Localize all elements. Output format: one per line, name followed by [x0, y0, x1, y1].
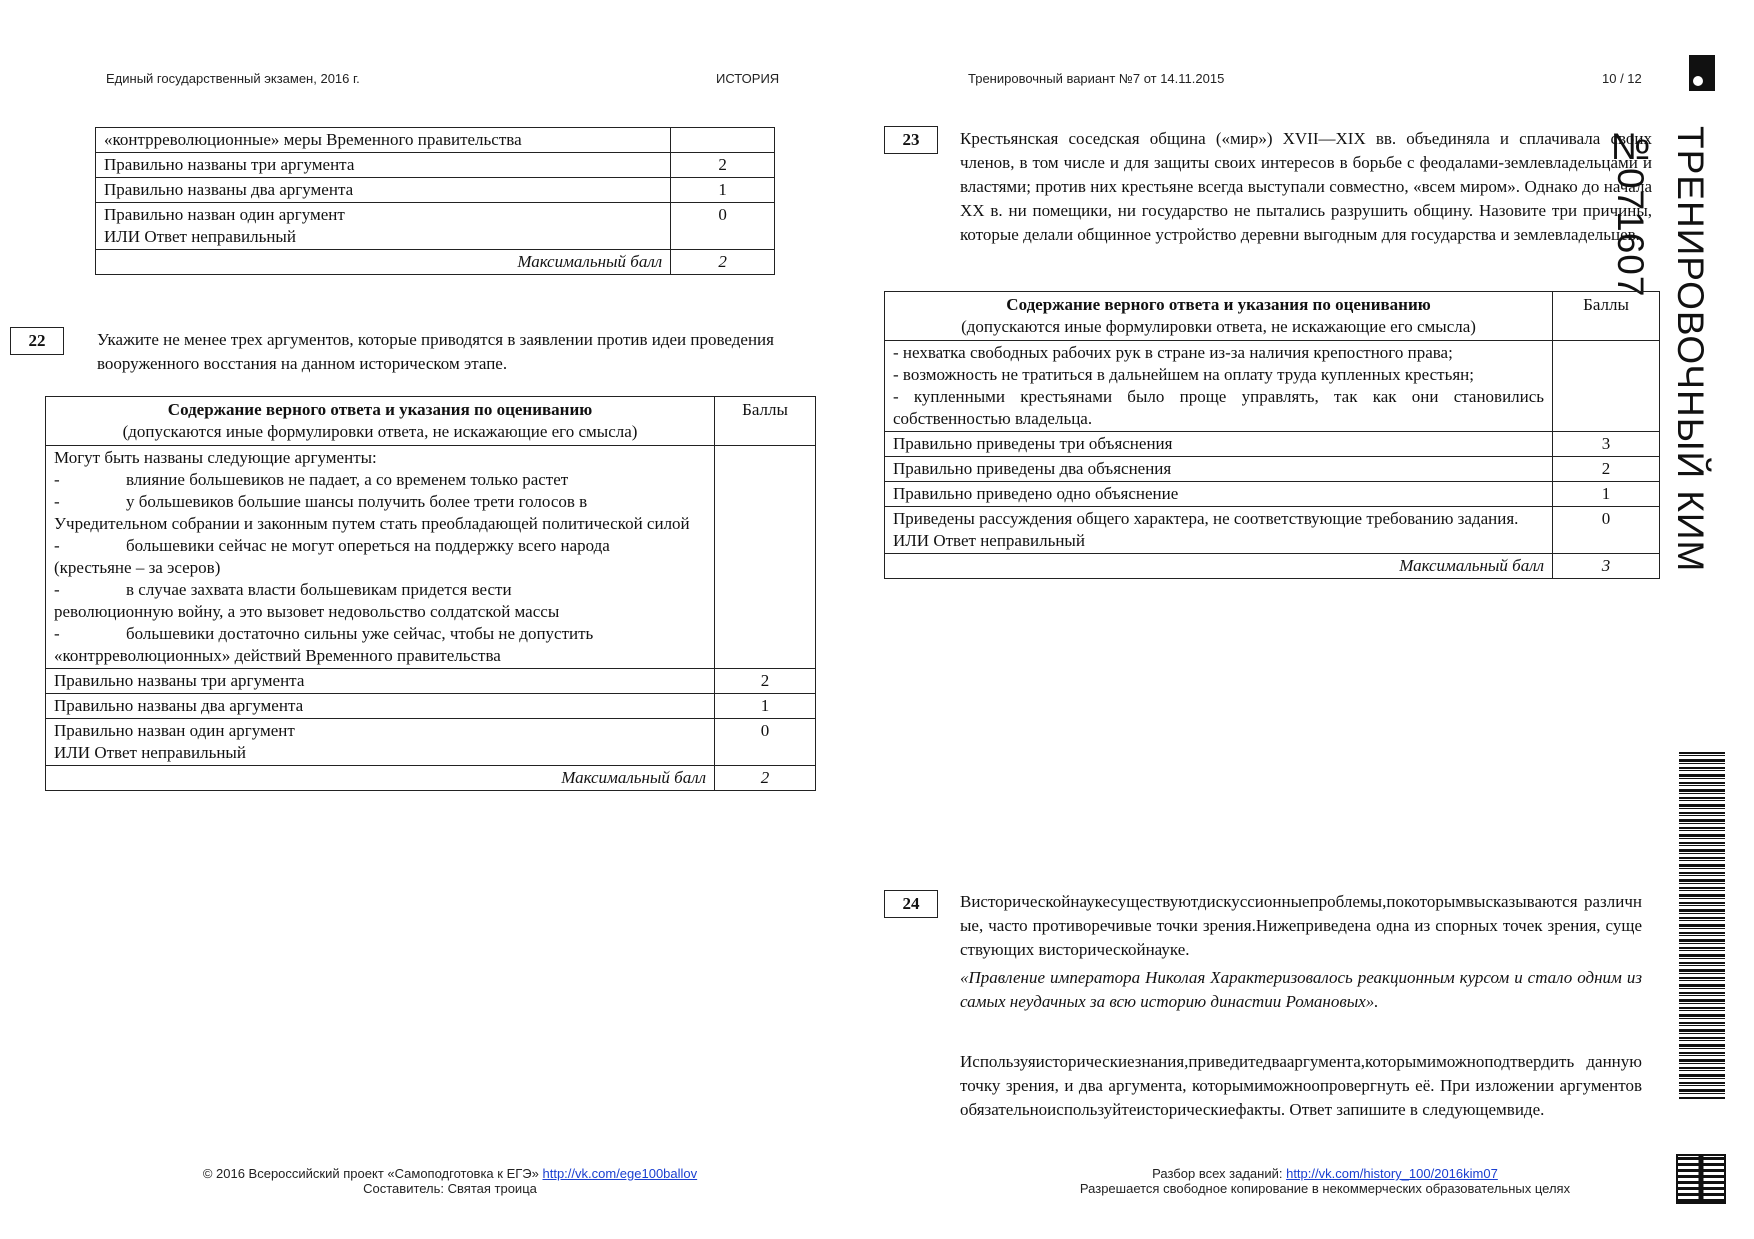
table-row [885, 482, 1660, 507]
answer-content-cell [46, 446, 715, 669]
page-number: 10 / 12 [1602, 71, 1642, 86]
question-24-text: Висторическойнаукесуществуютдискуссионныепроблемы,покоторымвысказываются различные, часто противоречивые точки зрения.Нижеприведена одна из спорных точек зрения, существующих висторическойнауке. [960, 892, 1642, 959]
table-row [46, 694, 816, 719]
corner-mark-icon [1689, 55, 1715, 91]
content-header [46, 397, 715, 446]
score-cell: 3 [1553, 432, 1660, 457]
footer-license: Разрешается свободное копирование в некоммерческих образовательных целях [1079, 1181, 1571, 1196]
footer-left-link[interactable]: http://vk.com/ege100ballov [542, 1166, 698, 1181]
footer-right [1015, 1166, 1635, 1196]
score-cell: 2 [1553, 457, 1660, 482]
table-row [46, 719, 816, 766]
footer-left-line1 [140, 1166, 760, 1181]
score-cell [1553, 341, 1660, 432]
row-text-line: Правильно назван один аргумент [54, 721, 295, 740]
footer-right-link[interactable]: http://vk.com/history_100/2016kim07 [1286, 1166, 1498, 1181]
table-header-row [46, 397, 816, 446]
footer-left [140, 1166, 760, 1196]
max-score-label: Максимальный балл [96, 250, 671, 275]
list-item: - нехватка свободных рабочих рук в стране из-за наличия крепостного права; [893, 343, 1453, 362]
q21-scoring-table [95, 127, 775, 275]
table-header-row [885, 292, 1660, 341]
list-item-continued: (крестьяне – за эсеров) [54, 558, 221, 577]
score-cell: 2 [715, 669, 816, 694]
list-item-continued: революционную войну, а это вызовет недовольство солдатской массы [54, 602, 560, 621]
max-score-label: Максимальный балл [885, 554, 1553, 579]
content-header-title: Содержание верного ответа и указания по оцениванию [167, 400, 593, 419]
question-number-24: 24 [884, 890, 938, 918]
score-cell [671, 128, 775, 153]
row-text-line: ИЛИ Ответ неправильный [54, 743, 246, 762]
table-row [885, 554, 1660, 579]
max-score-value: 3 [1553, 554, 1660, 579]
table-row [885, 341, 1660, 432]
row-text-line: Приведены рассуждения общего характера, не соответствующие требованию задания. [893, 509, 1519, 528]
max-score-value: 2 [715, 766, 816, 791]
score-cell: 1 [1553, 482, 1660, 507]
table-row [96, 128, 775, 153]
row-text-line: ИЛИ Ответ неправильный [893, 531, 1085, 550]
list-item: - в случае захвата власти большевикам придется вести [54, 580, 512, 599]
score-cell: 1 [671, 178, 775, 203]
list-item: - большевики достаточно сильны уже сейчас, чтобы не допустить [54, 624, 594, 643]
score-cell: 0 [1553, 507, 1660, 554]
question-24-quote: «Правление императора Николая Характеризовалось реакционным курсом и стало одним из самых неудачных за всю историю династии Романовых». [960, 968, 1642, 1011]
footer-right-label: Разбор всех заданий: [1152, 1166, 1283, 1181]
score-cell: 0 [671, 203, 775, 250]
table-cell: Правильно названы два аргумента [46, 694, 715, 719]
footer-right-line1 [1015, 1166, 1635, 1181]
table-cell: Правильно приведены два объяснения [885, 457, 1553, 482]
answer-intro: Могут быть названы следующие аргументы: [54, 448, 377, 467]
list-item: - купленными крестьянами было проще управлять, так как они становились собственностью владельца. [893, 387, 1545, 428]
table-row [46, 766, 816, 791]
list-item: - возможность не тратиться в дальнейшем на оплату труда купленных крестьян; [893, 365, 1475, 384]
score-cell: 2 [671, 153, 775, 178]
content-header-note: (допускаются иные формулировки ответа, не искажающие его смысла) [961, 317, 1476, 336]
score-cell: 0 [715, 719, 816, 766]
question-number-23: 23 [884, 126, 938, 154]
score-header: Баллы [715, 397, 816, 446]
table-row [96, 178, 775, 203]
table-cell [46, 719, 715, 766]
content-header [885, 292, 1553, 341]
side-title: ТРЕНИРОВОЧНЫЙ КИМ №071607 [1610, 126, 1711, 573]
table-cell: «контрреволюционные» меры Временного правительства [96, 128, 671, 153]
subject-title: ИСТОРИЯ [716, 71, 780, 86]
question-23-text: Крестьянская соседская община («мир») XVII—XIX вв. объединяла и сплачивала своих членов, в том числе и для защиты своих интересов в борьбе с феодалами-землевладельцами и властями; против них крестьяне всегда выступали совместно, «всем миром». Однако до начала XX в. ни помещики, ни государство не пытались разрушить общину. Назовите три причины, которые делали общинное устройство деревни выгодным для государства и землевладельцев. [960, 129, 1652, 244]
list-item-continued: Учредительном собрании и законным путем стать преобладающей политической силой [54, 514, 690, 533]
table-row [885, 507, 1660, 554]
list-item: - влияние большевиков не падает, а со временем только растет [54, 470, 569, 489]
content-header-title: Содержание верного ответа и указания по оцениванию [1006, 295, 1431, 314]
table-row [46, 669, 816, 694]
content-header-note: (допускаются иные формулировки ответа, не искажающие его смысла) [122, 422, 638, 441]
answer-content-cell [885, 341, 1553, 432]
list-item: - большевики сейчас не могут опереться на поддержку всего народа [54, 536, 610, 555]
exam-title: Единый государственный экзамен, 2016 г. [106, 71, 360, 86]
table-row [885, 432, 1660, 457]
table-row [885, 457, 1660, 482]
max-score-value: 2 [671, 250, 775, 275]
list-item: - у большевиков большие шансы получить более трети голосов в [54, 492, 588, 511]
row-text-line: ИЛИ Ответ неправильный [104, 227, 296, 246]
question-number-22: 22 [10, 327, 64, 355]
max-score-label: Максимальный балл [46, 766, 715, 791]
q22-scoring-table [45, 396, 816, 791]
score-cell: 1 [715, 694, 816, 719]
footer-author: Составитель: Святая троица [363, 1181, 537, 1196]
table-cell [885, 507, 1553, 554]
variant-title: Тренировочный вариант №7 от 14.11.2015 [968, 71, 1225, 86]
footer-copyright: © 2016 Всероссийский проект «Самоподготовка к ЕГЭ» [202, 1166, 539, 1181]
qr-code-icon [1678, 1156, 1724, 1202]
list-item-continued: «контрреволюционных» действий Временного правительства [54, 646, 501, 665]
score-header: Баллы [1553, 292, 1660, 341]
question-24-task: Используяисторическиезнания,приведитедвааргумента,которымиможноподтвердить данную точку зрения, и два аргумента, которымиможноопровергнуть её. При изложении аргументов обязательноиспользуйтеисторическиефакты. Ответ запишите в следующемвиде. [960, 1052, 1642, 1119]
table-cell: Правильно названы три аргумента [96, 153, 671, 178]
q23-scoring-table [884, 291, 1660, 579]
table-cell: Правильно названы два аргумента [96, 178, 671, 203]
table-cell [96, 203, 671, 250]
table-cell: Правильно приведено одно объяснение [885, 482, 1553, 507]
table-row [46, 446, 816, 669]
question-22-text: Укажите не менее трех аргументов, которые приводятся в заявлении против идеи проведения вооруженного восстания на данном историческом этапе. [97, 330, 774, 373]
table-row [96, 153, 775, 178]
table-row [96, 250, 775, 275]
table-cell: Правильно названы три аргумента [46, 669, 715, 694]
table-row [96, 203, 775, 250]
score-cell [715, 446, 816, 669]
row-text-line: Правильно назван один аргумент [104, 205, 345, 224]
table-cell: Правильно приведены три объяснения [885, 432, 1553, 457]
barcode-icon [1679, 752, 1725, 1100]
